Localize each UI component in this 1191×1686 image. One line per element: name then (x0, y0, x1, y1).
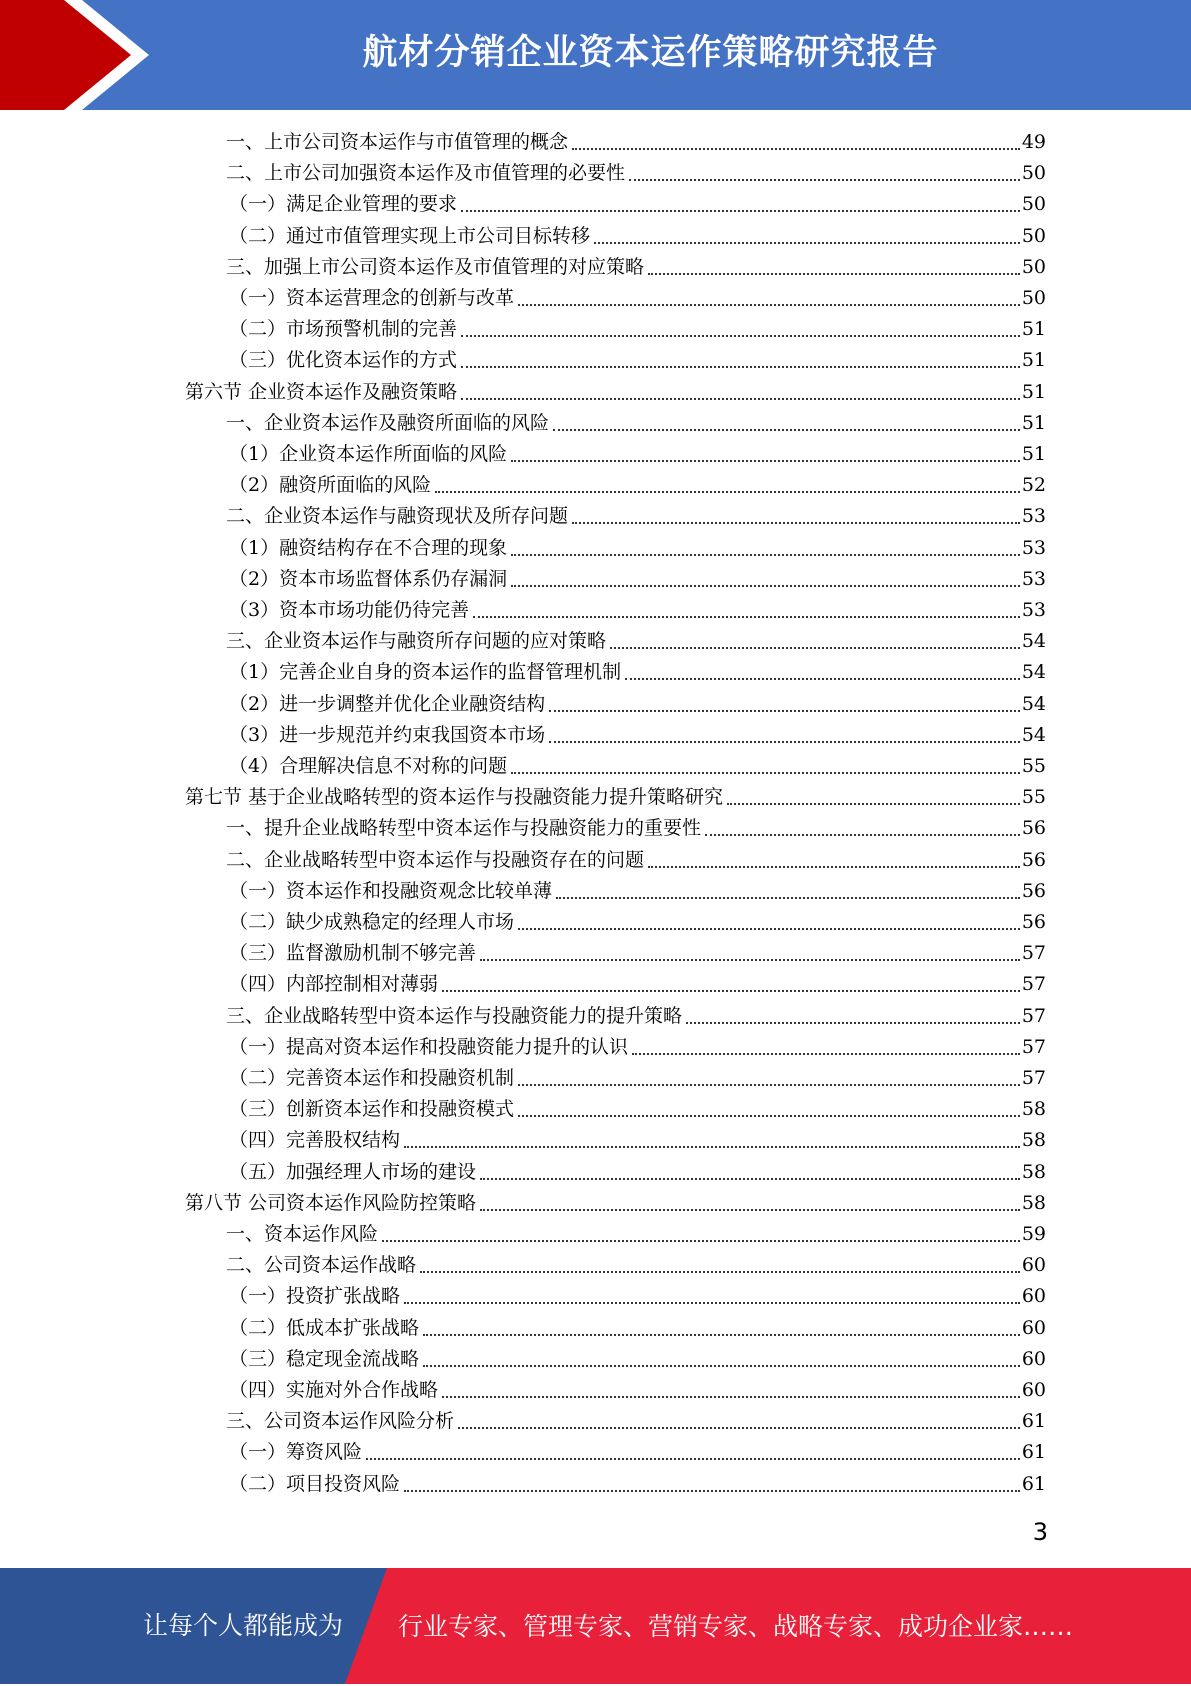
toc-entry-page: 52 (1021, 474, 1046, 497)
header-chevron-arrow-icon (0, 0, 160, 110)
toc-entry-title: （三）优化资本运作的方式 (229, 349, 458, 372)
toc-entry-title: 一、提升企业战略转型中资本运作与投融资能力的重要性 (226, 817, 702, 840)
toc-entry-title: 三、企业战略转型中资本运作与投融资能力的提升策略 (226, 1004, 683, 1027)
toc-entry-page: 51 (1021, 443, 1046, 465)
toc-entry-title: （四）完善股权结构 (229, 1129, 401, 1152)
toc-entry[interactable] (229, 595, 1046, 626)
toc-entry-page: 54 (1021, 692, 1046, 715)
toc-dot-leader (511, 772, 1020, 774)
toc-entry-page: 50 (1021, 193, 1046, 216)
toc-dot-leader (518, 304, 1020, 306)
toc-entry-title: （2）融资所面临的风险 (229, 474, 432, 497)
toc-dot-leader (518, 1084, 1020, 1086)
toc-dot-leader (458, 1427, 1020, 1429)
toc-entry[interactable] (229, 1469, 1046, 1500)
toc-entry-title: （2）资本市场监督体系仍存漏洞 (229, 567, 508, 590)
toc-entry-title: （二）项目投资风险 (229, 1472, 401, 1495)
toc-entry-title: （二）缺少成熟稳定的经理人市场 (229, 911, 515, 933)
toc-entry-page: 58 (1021, 1191, 1046, 1214)
toc-entry[interactable] (229, 657, 1046, 688)
toc-entry[interactable] (185, 782, 1046, 813)
toc-entry-page: 56 (1021, 911, 1046, 933)
toc-entry-page: 50 (1021, 287, 1046, 309)
toc-entry-title: （2）进一步调整并优化企业融资结构 (229, 692, 546, 715)
toc-dot-leader (648, 273, 1020, 275)
toc-entry[interactable] (226, 501, 1046, 532)
toc-dot-leader (686, 1022, 1020, 1024)
toc-dot-leader (594, 242, 1020, 244)
toc-entry-title: 二、企业资本运作与融资现状及所存问题 (226, 505, 569, 528)
toc-entry[interactable] (226, 158, 1046, 189)
toc-entry-title: 第八节 公司资本运作风险防控策略 (185, 1191, 477, 1214)
toc-dot-leader (727, 803, 1020, 805)
toc-entry[interactable] (229, 1437, 1046, 1468)
toc-entry-title: 三、公司资本运作风险分析 (226, 1410, 455, 1433)
toc-entry-title: 一、企业资本运作及融资所面临的风险 (226, 411, 550, 434)
toc-dot-leader (442, 1396, 1020, 1398)
toc-dot-leader (473, 616, 1020, 618)
toc-entry[interactable] (229, 221, 1046, 252)
footer-slogan-right: 行业专家、管理专家、营销专家、战略专家、成功企业家…… (398, 1612, 1074, 1641)
toc-dot-leader (610, 647, 1020, 649)
toc-entry[interactable] (226, 1001, 1046, 1032)
toc-entry[interactable] (229, 564, 1046, 595)
toc-entry-title: （一）资本运作和投融资观念比较单薄 (229, 879, 553, 902)
toc-entry[interactable] (229, 189, 1046, 220)
toc-entry[interactable] (226, 408, 1046, 439)
toc-entry-page: 51 (1021, 318, 1046, 341)
toc-dot-leader (461, 210, 1020, 212)
toc-entry-page: 54 (1021, 661, 1046, 684)
report-title: 航材分销企业资本运作策略研究报告 (362, 33, 939, 73)
toc-entry-page: 51 (1021, 411, 1046, 434)
toc-dot-leader (420, 1271, 1020, 1273)
toc-entry-title: 二、上市公司加强资本运作及市值管理的必要性 (226, 162, 626, 185)
toc-dot-leader (553, 429, 1020, 431)
toc-entry-page: 55 (1021, 786, 1046, 809)
toc-entry-page: 50 (1021, 255, 1046, 278)
footer-banner (0, 1568, 1191, 1684)
toc-entry-page: 53 (1021, 567, 1046, 590)
toc-entry-page: 60 (1021, 1347, 1046, 1370)
toc-entry[interactable] (229, 1157, 1046, 1188)
toc-entry-title: （一）资本运营理念的创新与改革 (229, 287, 515, 309)
toc-dot-leader (461, 335, 1020, 337)
toc-entry[interactable] (229, 938, 1046, 969)
toc-entry-title: （二）低成本扩张战略 (229, 1316, 420, 1339)
toc-entry-page: 58 (1021, 1098, 1046, 1121)
toc-dot-leader (518, 1115, 1020, 1117)
toc-entry-title: （一）提高对资本运作和投融资能力提升的认识 (229, 1035, 629, 1058)
toc-entry-page: 57 (1021, 942, 1046, 965)
toc-entry-title: 二、企业战略转型中资本运作与投融资存在的问题 (226, 848, 645, 871)
toc-dot-leader (572, 148, 1020, 150)
toc-dot-leader (461, 398, 1020, 400)
toc-entry-title: （四）实施对外合作战略 (229, 1379, 439, 1401)
toc-entry-title: （四）内部控制相对薄弱 (229, 973, 439, 996)
toc-entry-page: 60 (1021, 1285, 1046, 1308)
toc-entry[interactable] (229, 439, 1046, 470)
toc-dot-leader (480, 1209, 1020, 1211)
toc-entry-title: （二）通过市值管理实现上市公司目标转移 (229, 224, 591, 247)
toc-dot-leader (625, 678, 1020, 680)
toc-entry[interactable] (229, 751, 1046, 782)
toc-entry[interactable] (229, 345, 1046, 376)
toc-entry-page: 61 (1021, 1472, 1046, 1495)
toc-entry-page: 60 (1021, 1379, 1046, 1401)
toc-entry-title: （五）加强经理人市场的建设 (229, 1160, 477, 1183)
toc-dot-leader (480, 959, 1020, 961)
toc-entry[interactable] (229, 1063, 1046, 1094)
toc-dot-leader (404, 1490, 1020, 1492)
toc-entry[interactable] (226, 252, 1046, 283)
toc-entry-title: 一、上市公司资本运作与市值管理的概念 (226, 131, 569, 153)
toc-entry-page: 53 (1021, 536, 1046, 559)
toc-dot-leader (404, 1302, 1020, 1304)
toc-dot-leader (461, 366, 1020, 368)
toc-dot-leader (556, 897, 1020, 899)
toc-entry[interactable] (229, 1094, 1046, 1125)
toc-entry-title: 一、资本运作风险 (226, 1223, 379, 1245)
toc-entry-title: （1）融资结构存在不合理的现象 (229, 536, 508, 559)
toc-dot-leader (366, 1458, 1020, 1460)
toc-entry[interactable] (229, 1125, 1046, 1156)
toc-dot-leader (629, 179, 1020, 181)
toc-entry-page: 54 (1021, 723, 1046, 746)
toc-entry-title: 三、企业资本运作与融资所存问题的应对策略 (226, 630, 607, 653)
page-number: 3 (1032, 1518, 1048, 1546)
toc-entry-title: （3）进一步规范并约束我国资本市场 (229, 723, 546, 746)
toc-entry-title: 第七节 基于企业战略转型的资本运作与投融资能力提升策略研究 (185, 786, 724, 809)
toc-entry[interactable] (226, 813, 1046, 844)
toc-entry-page: 57 (1021, 1067, 1046, 1089)
toc-entry-page: 57 (1021, 1035, 1046, 1058)
toc-dot-leader (480, 1178, 1020, 1180)
toc-entry[interactable] (229, 314, 1046, 345)
toc-dot-leader (511, 554, 1020, 556)
toc-entry-page: 54 (1021, 630, 1046, 653)
toc-entry[interactable] (229, 689, 1046, 720)
toc-dot-leader (632, 1053, 1020, 1055)
toc-dot-leader (705, 834, 1020, 836)
toc-entry-title: （一）筹资风险 (229, 1441, 363, 1464)
toc-entry[interactable] (229, 283, 1046, 314)
toc-entry-title: （二）完善资本运作和投融资机制 (229, 1067, 515, 1089)
toc-entry-page: 59 (1021, 1223, 1046, 1245)
toc-entry-page: 56 (1021, 848, 1046, 871)
toc-entry[interactable] (229, 876, 1046, 907)
toc-entry-title: （二）市场预警机制的完善 (229, 318, 458, 341)
toc-dot-leader (549, 741, 1020, 743)
toc-dot-leader (423, 1334, 1020, 1336)
toc-entry-page: 53 (1021, 505, 1046, 528)
toc-entry-page: 56 (1021, 879, 1046, 902)
toc-entry-title: （三）稳定现金流战略 (229, 1347, 420, 1370)
toc-dot-leader (648, 866, 1020, 868)
toc-entry-page: 57 (1021, 1004, 1046, 1027)
toc-entry-page: 49 (1021, 131, 1046, 153)
toc-entry[interactable] (226, 1406, 1046, 1437)
toc-entry[interactable] (229, 969, 1046, 1000)
toc-dot-leader (442, 990, 1020, 992)
toc-entry-title: （3）资本市场功能仍待完善 (229, 599, 470, 621)
toc-entry-page: 56 (1021, 817, 1046, 840)
toc-entry[interactable] (185, 377, 1046, 408)
toc-entry-page: 53 (1021, 599, 1046, 621)
toc-entry[interactable] (226, 1219, 1046, 1250)
toc-entry-page: 51 (1021, 380, 1046, 403)
toc-entry-page: 58 (1021, 1160, 1046, 1183)
toc-dot-leader (423, 1365, 1020, 1367)
toc-entry-title: （三）创新资本运作和投融资模式 (229, 1098, 515, 1121)
toc-dot-leader (435, 491, 1020, 493)
toc-entry-page: 60 (1021, 1254, 1046, 1277)
toc-dot-leader (518, 928, 1020, 930)
toc-entry[interactable] (229, 1281, 1046, 1312)
toc-entry[interactable] (185, 1188, 1046, 1219)
toc-dot-leader (382, 1240, 1020, 1242)
toc-entry-title: （一）投资扩张战略 (229, 1285, 401, 1308)
toc-entry-page: 61 (1021, 1441, 1046, 1464)
toc-entry-title: 第六节 企业资本运作及融资策略 (185, 380, 458, 403)
toc-entry-title: （三）监督激励机制不够完善 (229, 942, 477, 965)
toc-entry[interactable] (229, 1032, 1046, 1063)
toc-dot-leader (572, 522, 1020, 524)
toc-entry-page: 58 (1021, 1129, 1046, 1152)
toc-entry[interactable] (226, 626, 1046, 657)
toc-entry[interactable] (229, 1375, 1046, 1406)
toc-dot-leader (511, 585, 1020, 587)
toc-entry-title: 三、加强上市公司资本运作及市值管理的对应策略 (226, 255, 645, 278)
toc-entry-page: 50 (1021, 224, 1046, 247)
toc-entry[interactable] (229, 720, 1046, 751)
toc-entry-page: 55 (1021, 755, 1046, 777)
toc-entry[interactable] (226, 127, 1046, 158)
toc-entry-page: 57 (1021, 973, 1046, 996)
footer-slogan-left: 让每个人都能成为 (143, 1611, 344, 1640)
header-banner (0, 0, 1191, 110)
toc-entry-page: 60 (1021, 1316, 1046, 1339)
toc-entry-page: 61 (1021, 1410, 1046, 1433)
toc-entry-title: （1）企业资本运作所面临的风险 (229, 443, 508, 465)
toc-entry[interactable] (226, 1250, 1046, 1281)
toc-entry[interactable] (226, 845, 1046, 876)
toc-entry[interactable] (229, 533, 1046, 564)
toc-entry[interactable] (229, 470, 1046, 501)
toc-entry-title: （一）满足企业管理的要求 (229, 193, 458, 216)
toc-dot-leader (404, 1146, 1020, 1148)
toc-entry[interactable] (229, 1344, 1046, 1375)
toc-entry[interactable] (229, 1313, 1046, 1344)
toc-dot-leader (511, 460, 1020, 462)
toc-entry[interactable] (229, 907, 1046, 938)
toc-entry-title: （1）完善企业自身的资本运作的监督管理机制 (229, 661, 622, 684)
toc-entry-title: 二、公司资本运作战略 (226, 1254, 417, 1277)
toc-dot-leader (549, 710, 1020, 712)
toc-entry-title: （4）合理解决信息不对称的问题 (229, 755, 508, 777)
toc-entry-page: 50 (1021, 162, 1046, 185)
toc-entry-page: 51 (1021, 349, 1046, 372)
